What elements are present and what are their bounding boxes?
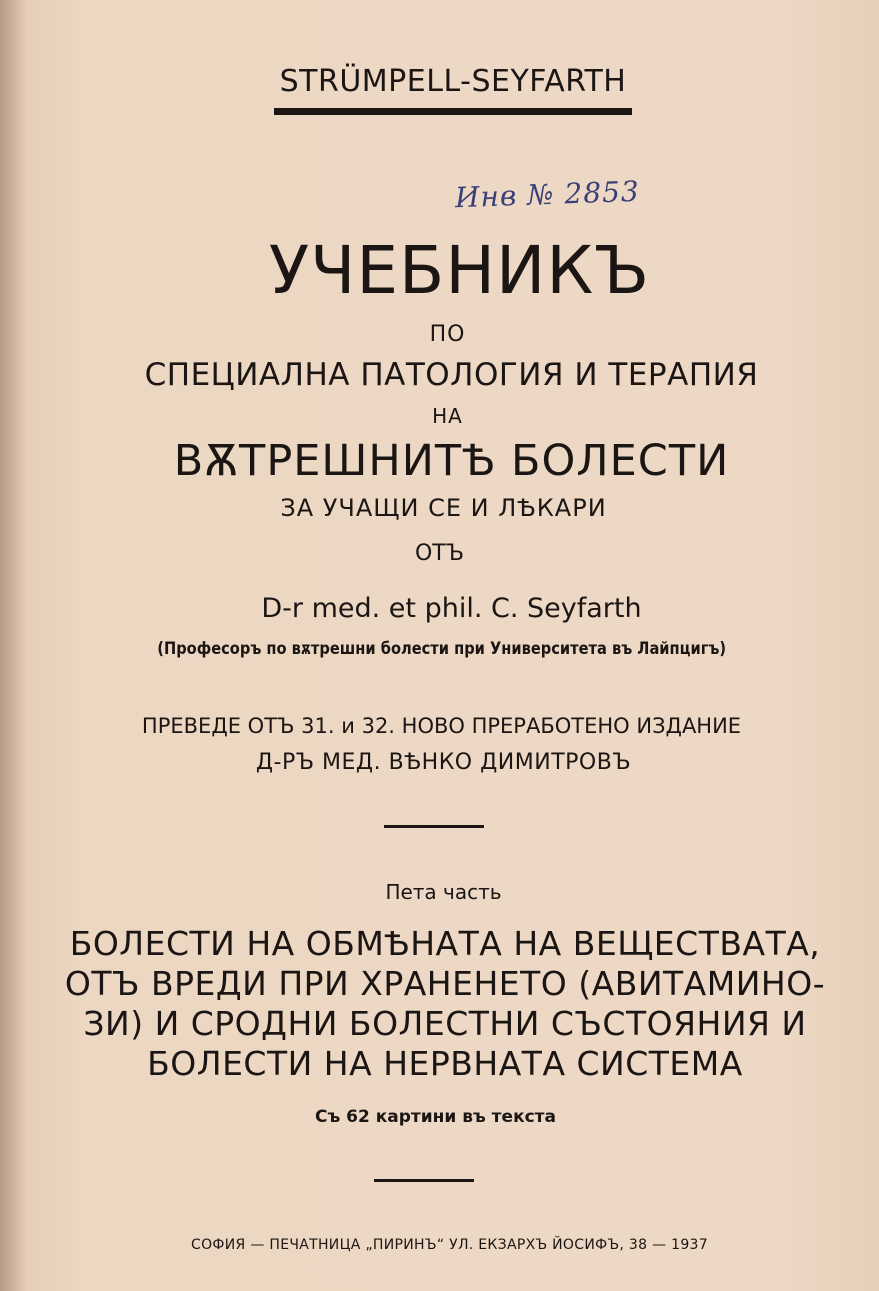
inventory-number-note: Инв № 2853	[454, 174, 641, 215]
title-preposition-na: НА	[432, 404, 463, 428]
part-title-line: ЗИ) И СРОДНИ БОЛЕСТНИ СЪСТОЯНИЯ И	[83, 1004, 807, 1043]
part-title-line: БОЛЕСТИ НА НЕРВНАТА СИСТЕМА	[147, 1044, 743, 1083]
section-divider-top	[384, 825, 484, 828]
author-name: D-r med. et phil. C. Seyfarth	[261, 593, 642, 624]
book-title: УЧЕБНИКЪ	[268, 232, 651, 309]
title-preposition-po: ПО	[429, 322, 466, 347]
audience-line: ЗА УЧАЩИ СЕ И ЛѢКАРИ	[280, 494, 607, 522]
author-position	[2, 639, 879, 659]
part-title	[60, 924, 830, 1084]
illustrations-note: Съ 62 картини въ текста	[314, 1107, 557, 1127]
book-subject: ВѪТРЕШНИТѢ БОЛЕСТИ	[173, 436, 730, 486]
section-divider-bottom	[374, 1179, 474, 1182]
translator-name: Д-РЪ МЕД. ВѢНКО ДИМИТРОВЪ	[255, 750, 632, 775]
authors-header: STRÜMPELL-SEYFARTH	[279, 64, 627, 99]
author-position-text: (Професоръ по вѫтрешни болести при Университета въ Лайпцигъ)	[157, 639, 726, 659]
imprint-line: СОФИЯ — ПЕЧАТНИЦА „ПИРИНЪ“ УЛ. ЕКЗАРХЪ ЙОСИФЪ, 38 — 1937	[191, 1237, 708, 1253]
part-title-line: БОЛЕСТИ НА ОБМѢНАТА НА ВЕЩЕСТВАТА,	[69, 924, 821, 963]
header-rule	[274, 108, 632, 115]
part-label: Пета часть	[385, 880, 502, 904]
from-label: ОТЪ	[414, 541, 465, 566]
translation-edition: ПРЕВЕДЕ ОТЪ 31. и 32. НОВО ПРЕРАБОТЕНО ИЗДАНИЕ	[141, 714, 742, 738]
book-subtitle: СПЕЦИАЛНА ПАТОЛОГИЯ И ТЕРАПИЯ	[144, 357, 759, 393]
part-title-line: ОТЪ ВРЕДИ ПРИ ХРАНЕНЕТО (АВИТАМИНО-	[64, 964, 826, 1003]
